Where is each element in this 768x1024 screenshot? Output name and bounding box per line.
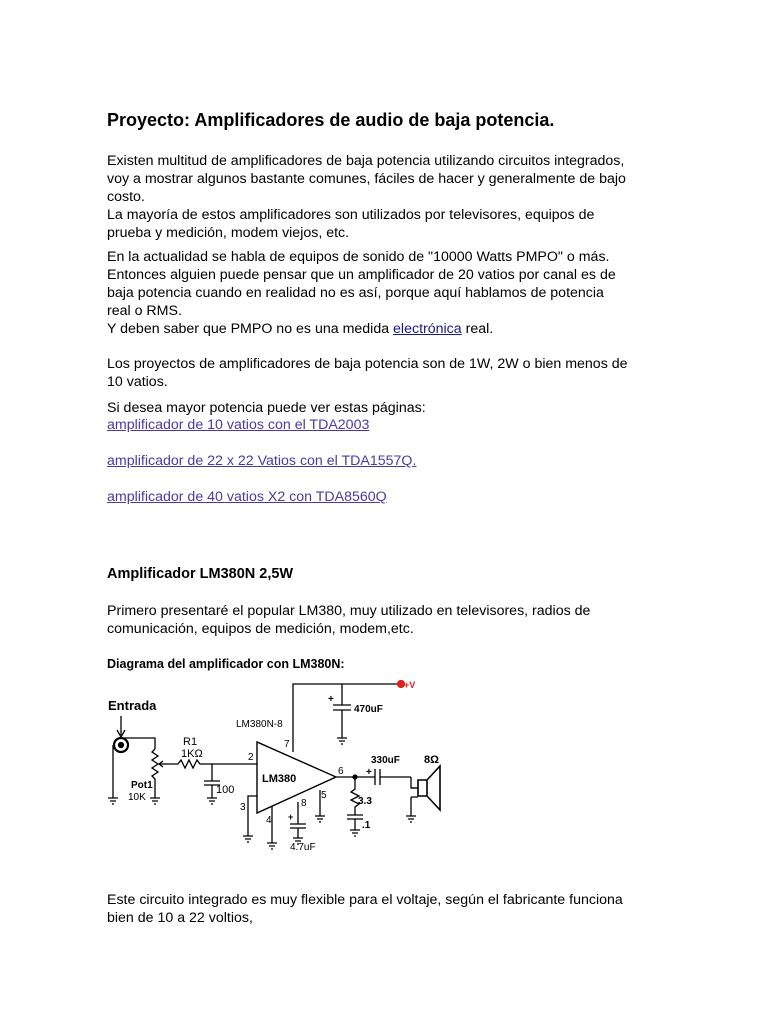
r1-label: R1 bbox=[183, 736, 198, 748]
c-supply-value: 470uF bbox=[354, 704, 383, 715]
pot-label: Pot1 bbox=[131, 780, 153, 791]
pin-7: 7 bbox=[284, 739, 290, 750]
pmpo-line: Entonces alguien puede pensar que un amplificador de 20 vatios por canal es de bbox=[107, 267, 616, 283]
pot-value: 10K bbox=[128, 792, 146, 803]
potentiometer bbox=[152, 749, 158, 790]
pmpo-text: Y deben saber que PMPO no es una medida bbox=[107, 321, 394, 337]
pmpo-text: real. bbox=[461, 321, 494, 337]
pmpo-line: baja potencia cuando en realidad no es así, porque aquí hablamos de potencia bbox=[107, 285, 604, 301]
r1-value: 1KΩ bbox=[181, 748, 203, 760]
c-input-value: 100 bbox=[216, 784, 235, 796]
page-title: Proyecto: Amplificadores de audio de baja potencia. bbox=[107, 110, 555, 130]
pin-3: 3 bbox=[240, 802, 246, 813]
r-out-value: 3.3 bbox=[358, 796, 372, 807]
lm380-line: Primero presentaré el popular LM380, muy utilizado en televisores, radios de bbox=[107, 603, 591, 619]
pin-8: 8 bbox=[301, 798, 307, 809]
c-bypass-value: 4.7uF bbox=[290, 842, 316, 853]
intro-line: costo. bbox=[107, 189, 145, 205]
pmpo-line: real o RMS. bbox=[107, 303, 182, 319]
capacitor-470uf bbox=[333, 684, 351, 738]
projects-line: Los proyectos de amplificadores de baja potencia son de 1W, 2W o bien menos de bbox=[107, 356, 628, 372]
speaker-icon bbox=[418, 766, 440, 810]
pmpo-line: En la actualidad se habla de equipos de sonido de "10000 Watts PMPO" o más. bbox=[107, 249, 610, 265]
pin-4: 4 bbox=[266, 815, 272, 826]
ic-name: LM380 bbox=[262, 773, 297, 785]
tda1557q-link[interactable]: amplificador de 22 x 22 Vatios con el TDA1557Q. bbox=[107, 453, 417, 469]
intro-line: Existen multitud de amplificadores de baja potencia utilizando circuitos integrados, bbox=[107, 153, 625, 169]
tda8560q-link[interactable]: amplificador de 40 vatios X2 con TDA8560Q bbox=[107, 489, 387, 505]
c-output-value: 330uF bbox=[371, 755, 400, 766]
plus-sign: + bbox=[288, 812, 294, 822]
pin-6: 6 bbox=[338, 766, 344, 777]
diagram-title: Diagrama del amplificador con LM380N: bbox=[107, 657, 345, 671]
speaker-value: 8Ω bbox=[424, 754, 439, 766]
closing-line: Este circuito integrado es muy flexible para el voltaje, según el fabricante funciona bbox=[107, 892, 623, 908]
c-out-value: .1 bbox=[362, 820, 371, 831]
entrada-label: Entrada bbox=[108, 698, 157, 713]
capacitor-330uf bbox=[375, 769, 411, 785]
tda2003-link[interactable]: amplificador de 10 vatios con el TDA2003 bbox=[107, 417, 370, 433]
ic-package: LM380N-8 bbox=[236, 719, 283, 730]
intro-line: prueba y medición, modem viejos, etc. bbox=[107, 225, 350, 241]
projects-line: 10 vatios. bbox=[107, 374, 168, 390]
pin-2: 2 bbox=[248, 752, 254, 763]
closing-line: bien de 10 a 22 voltios, bbox=[107, 910, 253, 926]
electronica-link[interactable]: electrónica bbox=[393, 321, 462, 337]
lm380-line: comunicación, equipos de medición, modem,etc. bbox=[107, 621, 414, 637]
plus-sign: + bbox=[366, 767, 372, 778]
section-title: Amplificador LM380N 2,5W bbox=[107, 566, 294, 582]
intro-line: La mayoría de estos amplificadores son utilizados por televisores, equipos de bbox=[107, 207, 595, 223]
plus-sign: + bbox=[328, 694, 334, 705]
vplus-label: +V bbox=[404, 680, 416, 690]
pin-5: 5 bbox=[321, 790, 327, 801]
intro-line: voy a mostrar algunos bastante comunes, fáciles de hacer y generalmente de bajo bbox=[107, 171, 626, 187]
more-power-intro: Si desea mayor potencia puede ver estas páginas: bbox=[107, 400, 426, 416]
